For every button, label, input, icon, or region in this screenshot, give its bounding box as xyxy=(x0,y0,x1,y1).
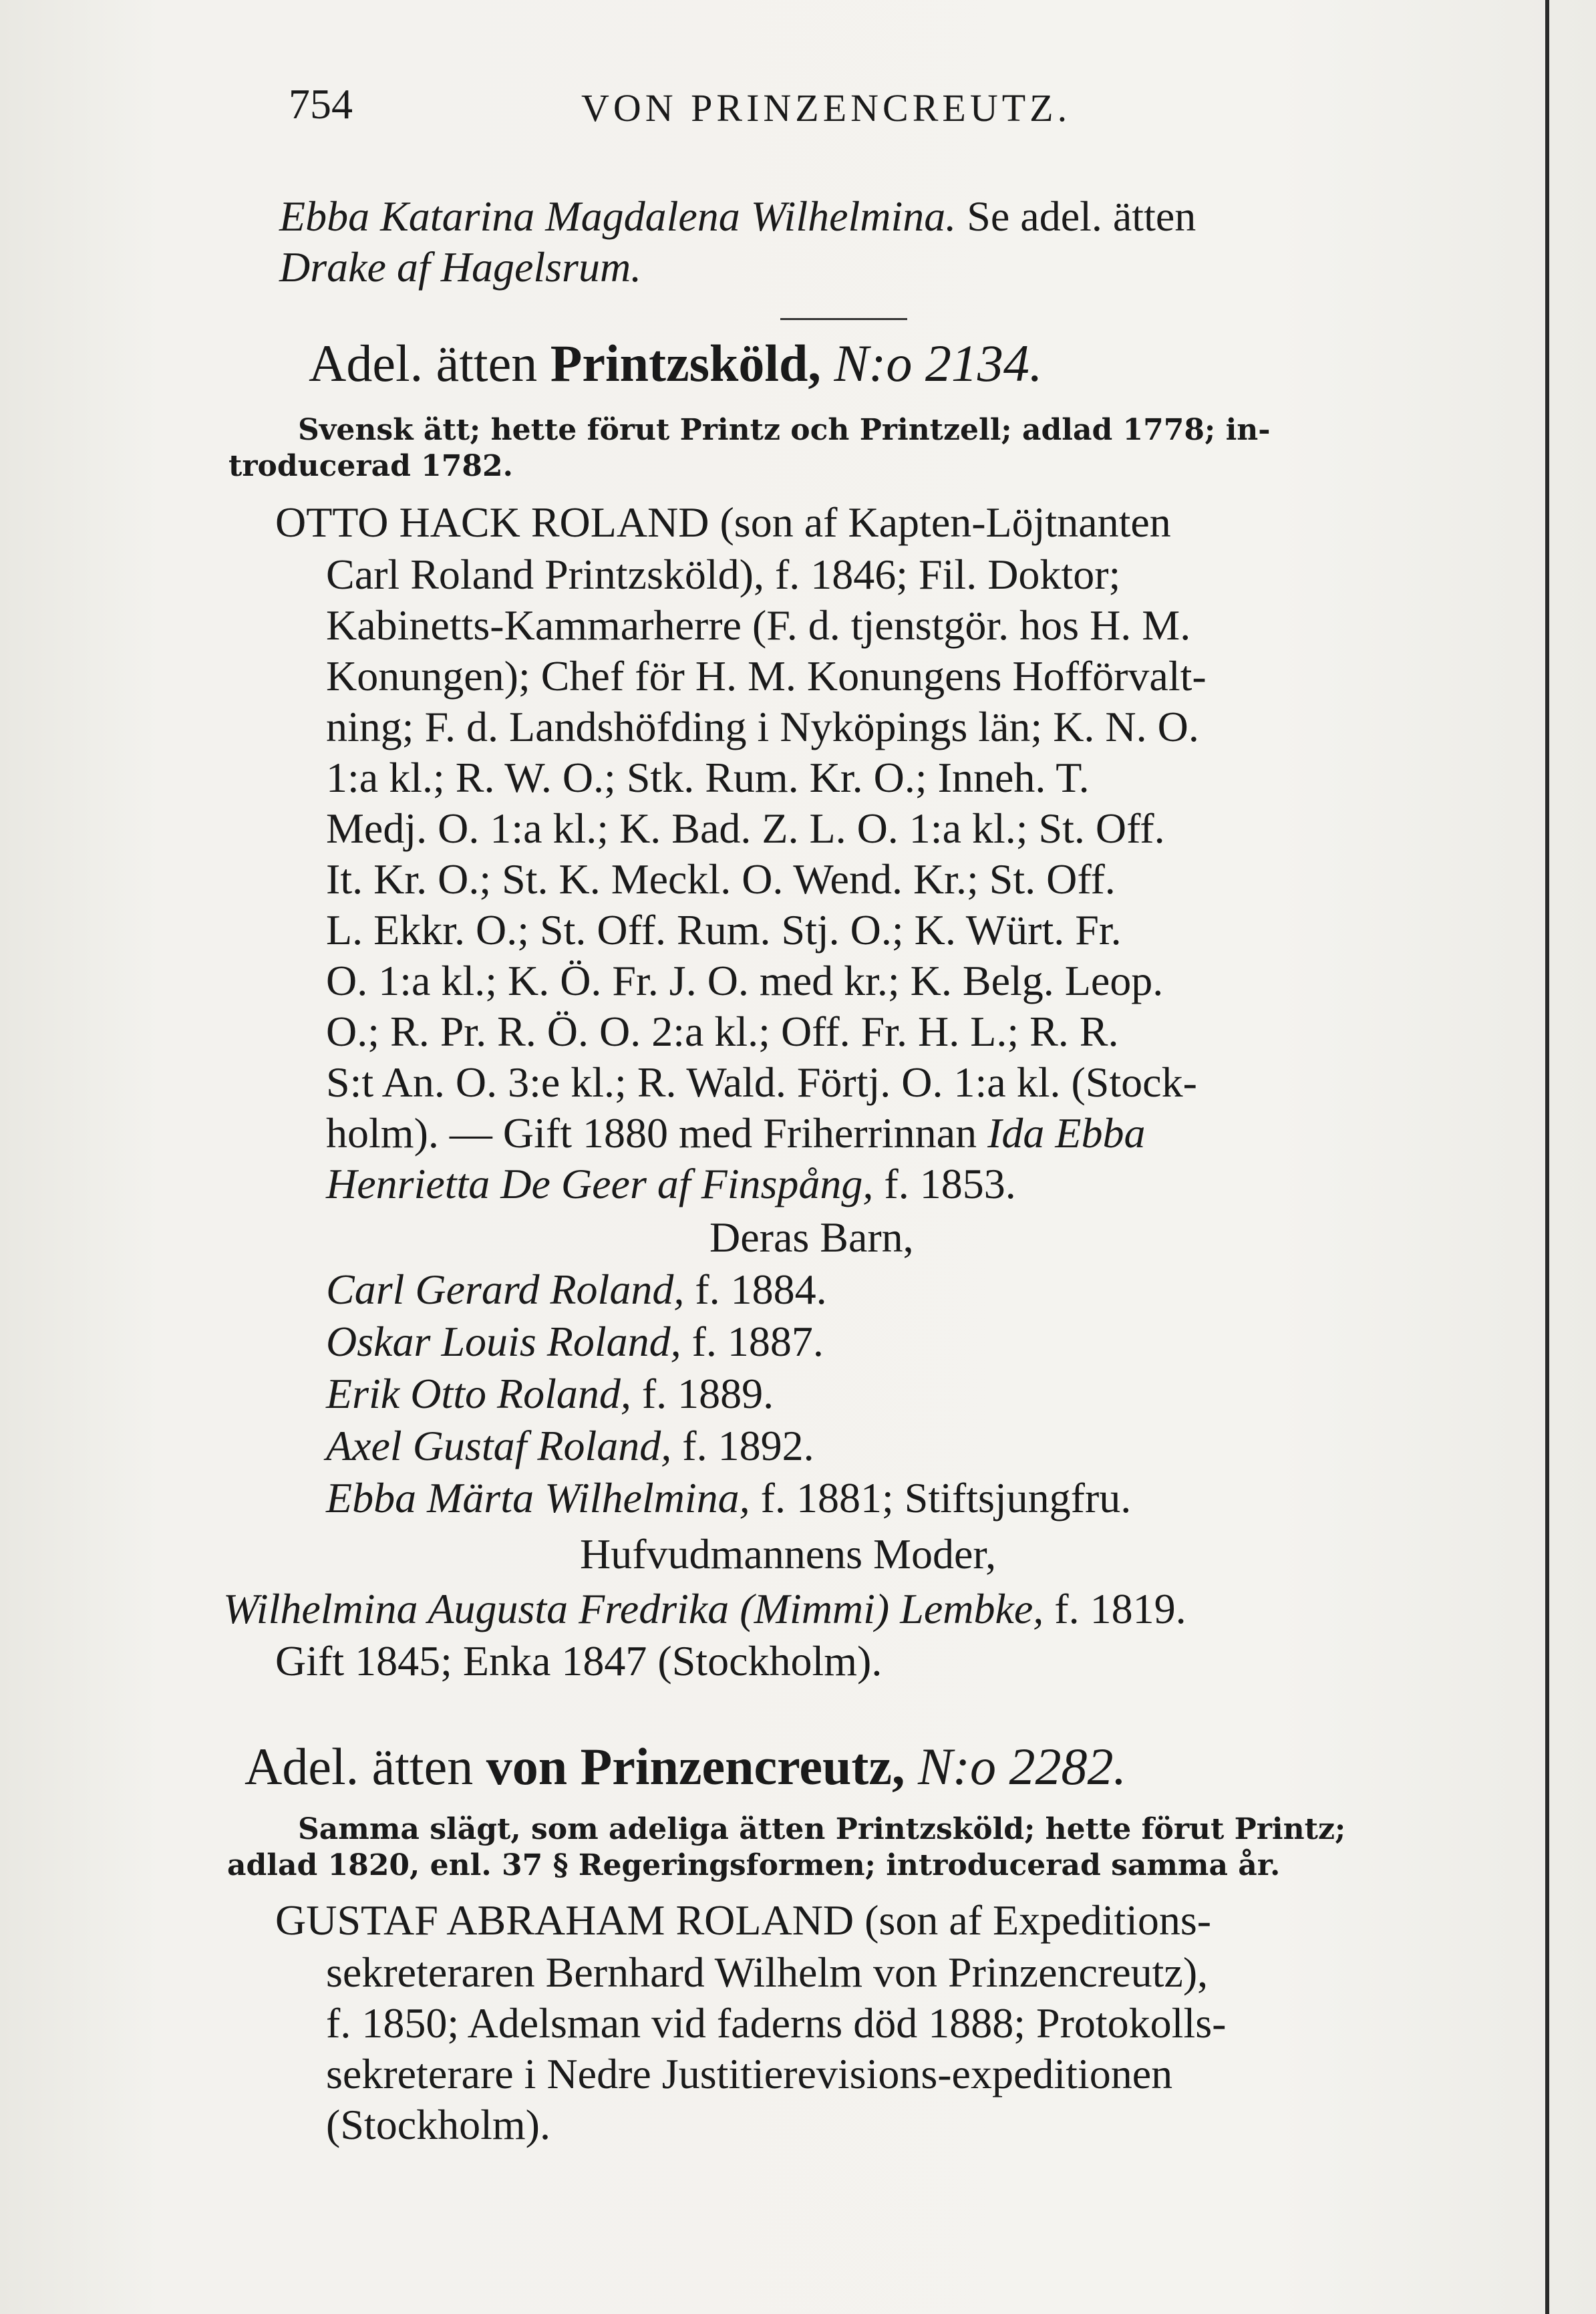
section2-desc-1: Samma slägt, som adeliga ätten Printzsköld; hette förut Printz; xyxy=(298,1812,1346,1846)
section1-heading-name: Printzsköld, xyxy=(550,334,821,392)
body2-line-1: GUSTAF ABRAHAM ROLAND (son af Expeditions- xyxy=(275,1896,1212,1944)
child-3-born: f. 1889. xyxy=(641,1370,774,1417)
body1-line-2: Carl Roland Printzsköld), f. 1846; Fil. Doktor; xyxy=(326,551,1121,598)
section2-heading xyxy=(245,1733,1126,1800)
child-5 xyxy=(326,1473,1131,1524)
body1-line-13 xyxy=(326,1108,1145,1159)
child-1-born: f. 1884. xyxy=(695,1266,827,1313)
body2-line-5: (Stockholm). xyxy=(326,2101,550,2148)
child-2 xyxy=(326,1316,824,1367)
wife-name: Henrietta De Geer af Finspång, xyxy=(326,1160,874,1207)
mother-line-2: Gift 1845; Enka 1847 (Stockholm). xyxy=(275,1637,883,1685)
child-2-born: f. 1887. xyxy=(691,1318,824,1365)
mother-heading: Hufvudmannens Moder, xyxy=(580,1530,997,1578)
body1-line-12: S:t An. O. 3:e kl.; R. Wald. Förtj. O. 1:a kl. (Stock- xyxy=(326,1058,1197,1106)
intro-line-2: Drake af Hagelsrum. xyxy=(279,243,642,291)
body1-line-7: Medj. O. 1:a kl.; K. Bad. Z. L. O. 1:a kl.; St. Off. xyxy=(326,805,1165,852)
child-4 xyxy=(326,1421,814,1471)
child-5-born: f. 1881; Stiftsjungfru. xyxy=(760,1474,1132,1522)
intro-tail: Se adel. ätten xyxy=(967,192,1196,240)
wife-born: f. 1853. xyxy=(884,1160,1016,1207)
running-head: VON PRINZENCREUTZ. xyxy=(581,86,1072,130)
body1-line-3: Kabinetts-Kammarherre (F. d. tjenstgör. hos H. M. xyxy=(326,601,1191,649)
body1-line-10: O. 1:a kl.; K. Ö. Fr. J. O. med kr.; K. Belg. Leop. xyxy=(326,957,1164,1004)
child-1-name: Carl Gerard Roland, xyxy=(326,1266,685,1313)
body1-line-6: 1:a kl.; R. W. O.; Stk. Rum. Kr. O.; Inneh. T. xyxy=(326,754,1090,801)
body1-line-9: L. Ekkr. O.; St. Off. Rum. Stj. O.; K. Würt. Fr. xyxy=(326,906,1122,954)
body2-line-3: f. 1850; Adelsman vid faderns död 1888; Protokolls- xyxy=(326,1999,1227,2047)
child-1 xyxy=(326,1264,827,1315)
section2-heading-name: von Prinzencreutz, xyxy=(486,1737,905,1795)
body1-line-5: ning; F. d. Landshöfding i Nyköpings län; K. N. O. xyxy=(326,703,1199,750)
mother-line-1 xyxy=(223,1584,1186,1634)
body2-line-4: sekreterare i Nedre Justitierevisions-expeditionen xyxy=(326,2050,1173,2098)
body1-line-4: Konungen); Chef för H. M. Konungens Hofförvalt- xyxy=(326,652,1207,700)
body1-line-8: It. Kr. O.; St. K. Meckl. O. Wend. Kr.; St. Off. xyxy=(326,855,1116,903)
section2-heading-pre: Adel. ätten xyxy=(245,1737,474,1795)
body2-line-2: sekreteraren Bernhard Wilhelm von Prinzencreutz), xyxy=(326,1948,1209,1996)
section2-desc-2: adlad 1820, enl. 37 § Regeringsformen; introducerad samma år. xyxy=(227,1848,1281,1882)
children-heading: Deras Barn, xyxy=(709,1213,914,1261)
section1-heading xyxy=(309,330,1042,397)
body1-line-1: OTTO HACK ROLAND (son af Kapten-Löjtnanten xyxy=(275,498,1171,546)
mother-name: Wilhelmina Augusta Fredrika (Mimmi) Lembke, xyxy=(223,1585,1044,1632)
body1-line-13-text: holm). — Gift 1880 med Friherrinnan xyxy=(326,1109,977,1157)
child-3 xyxy=(326,1368,774,1419)
section2-heading-no: N:o 2282. xyxy=(917,1737,1126,1795)
mother-born: f. 1819. xyxy=(1054,1585,1186,1632)
divider xyxy=(780,318,907,320)
page-number: 754 xyxy=(289,80,353,128)
child-5-name: Ebba Märta Wilhelmina, xyxy=(326,1474,750,1522)
page-edge xyxy=(1545,0,1549,2314)
child-2-name: Oskar Louis Roland, xyxy=(326,1318,681,1365)
wife-name-start: Ida Ebba xyxy=(987,1109,1146,1157)
child-3-name: Erik Otto Roland, xyxy=(326,1370,631,1417)
section1-heading-no: N:o 2134. xyxy=(834,334,1043,392)
section1-heading-pre: Adel. ätten xyxy=(309,334,538,392)
section1-desc-2: troducerad 1782. xyxy=(228,449,513,483)
wife-line xyxy=(326,1159,1016,1209)
section1-desc-1: Svensk ätt; hette förut Printz och Printzell; adlad 1778; in- xyxy=(298,413,1271,447)
intro-line-1 xyxy=(279,191,1196,242)
child-4-name: Axel Gustaf Roland, xyxy=(326,1422,672,1469)
intro-name: Ebba Katarina Magdalena Wilhelmina. xyxy=(279,192,957,240)
child-4-born: f. 1892. xyxy=(682,1422,814,1469)
body1-line-11: O.; R. Pr. R. Ö. O. 2:a kl.; Off. Fr. H. L.; R. R. xyxy=(326,1008,1119,1055)
